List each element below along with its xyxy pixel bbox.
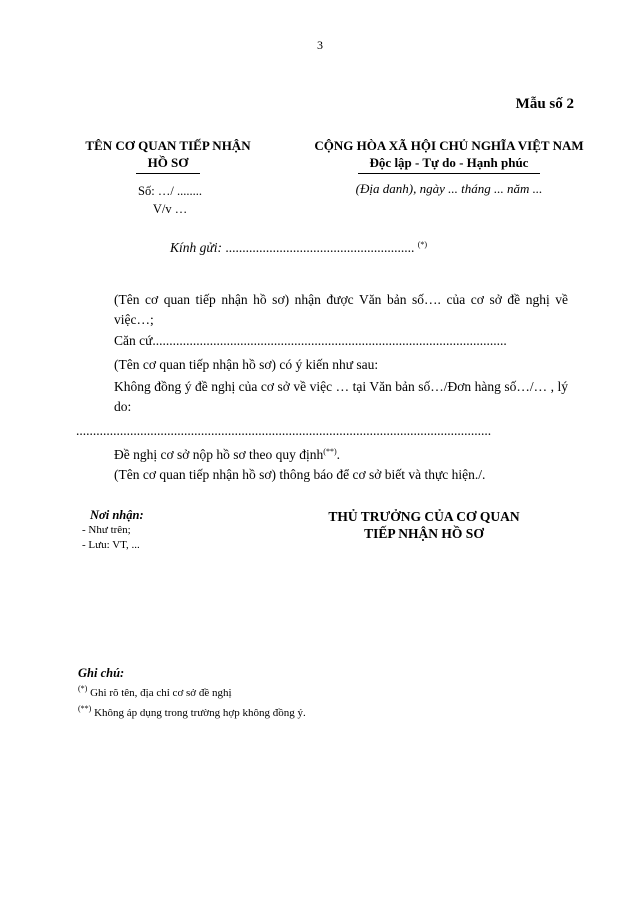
document-meta [62, 182, 274, 218]
body-paragraph-7: (Tên cơ quan tiếp nhận hồ sơ) thông báo để cơ sở biết và thực hiện./. [114, 467, 486, 482]
page-number: 3 [317, 38, 323, 52]
national-header [290, 137, 608, 174]
notes-block [76, 666, 306, 721]
form-number: Mẫu số 2 [515, 96, 574, 112]
note-1-text: Ghi rõ tên, địa chỉ cơ sở đề nghị [87, 687, 232, 699]
receivers-block [82, 508, 144, 553]
recipient-line [170, 240, 427, 256]
note-1-mark: (*) [78, 684, 88, 693]
agency-underline [136, 173, 200, 174]
signature-line1: THỦ TRƯỞNG CỦA CƠ QUAN [328, 509, 520, 524]
body-paragraph-5: ........................................................................................................................... [76, 423, 492, 438]
motto-underline [358, 173, 540, 174]
signature-line2: TIẾP NHẬN HỒ SƠ [364, 526, 484, 541]
body-paragraph-2: Căn cứ......................................................................................................... [114, 333, 507, 348]
signature-block [288, 508, 560, 542]
recipient-dots: ........................................................ [222, 240, 415, 255]
paragraph-6-text: Đề nghị cơ sở nộp hồ sơ theo quy định [114, 447, 324, 462]
agency-name-line1: TÊN CƠ QUAN TIẾP NHẬN [85, 138, 251, 153]
note-item-2 [76, 701, 306, 721]
recipient-note-mark: (*) [417, 240, 428, 249]
body-paragraph-1: (Tên cơ quan tiếp nhận hồ sơ) nhận được Văn bản số…. của cơ sở đề nghị về việc…; [114, 292, 568, 327]
note-2-text: Không áp dụng trong trường hợp không đồng ý. [91, 707, 306, 719]
body-paragraph-4: Không đồng ý đề nghị của cơ sở về việc … tại Văn bản số…/Đơn hàng số…/… , lý do: [114, 379, 568, 414]
paragraph-6-note-mark: (**) [323, 447, 337, 456]
document-subject: V/v … [152, 202, 188, 216]
recipient-label: Kính gửi: [170, 240, 222, 255]
receivers-title: Nơi nhận: [90, 508, 144, 522]
receiver-item: - Như trên; [82, 524, 131, 536]
country-name: CỘNG HÒA XÃ HỘI CHỦ NGHĨA VIỆT NAM [314, 138, 584, 153]
body-paragraph-6 [76, 442, 568, 465]
note-2-mark: (**) [78, 704, 92, 713]
note-item-1 [76, 681, 306, 701]
document-number: Số: …/ ........ [138, 184, 202, 198]
place-date: (Địa danh), ngày ... tháng ... năm ... [355, 181, 543, 196]
body-paragraph-3: (Tên cơ quan tiếp nhận hồ sơ) có ý kiến như sau: [114, 357, 379, 372]
agency-header [62, 137, 274, 174]
national-motto: Độc lập - Tự do - Hạnh phúc [369, 155, 529, 170]
receiver-item: - Lưu: VT, ... [82, 539, 140, 551]
paragraph-6-end: . [336, 447, 340, 462]
notes-title: Ghi chú: [78, 666, 125, 680]
agency-name-line2: HỒ SƠ [147, 155, 189, 170]
